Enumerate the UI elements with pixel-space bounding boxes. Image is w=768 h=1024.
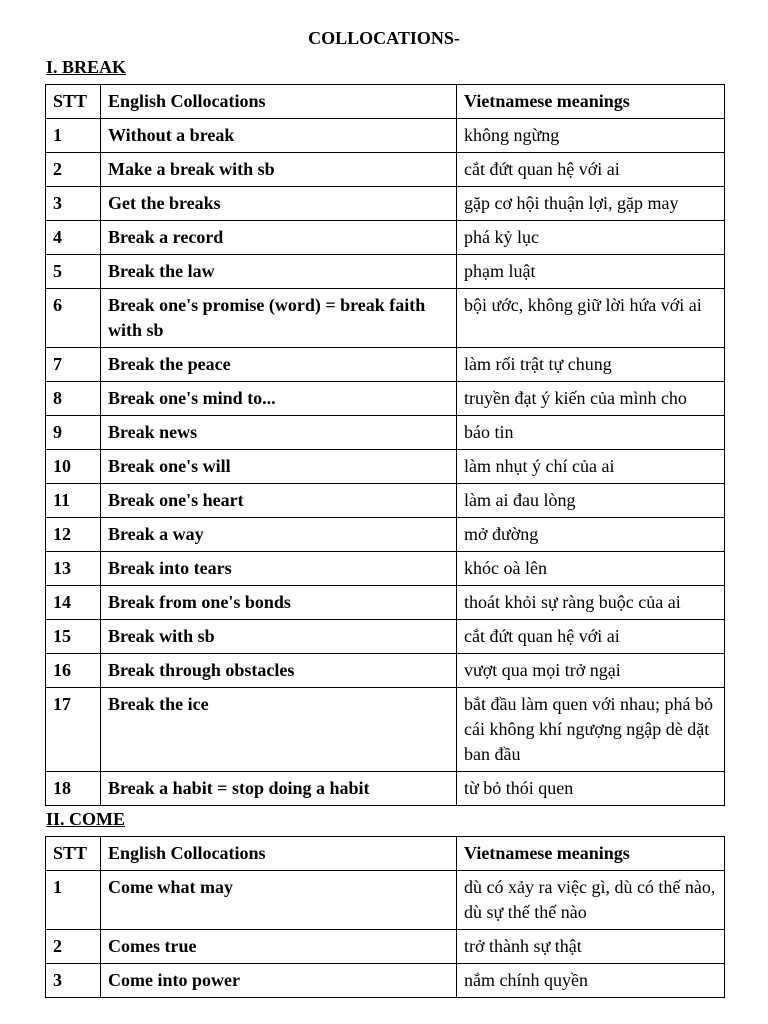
table-row	[46, 153, 725, 187]
header-vietnamese: Vietnamese meanings	[457, 85, 725, 119]
come-table-body	[46, 871, 725, 998]
row-number: 12	[46, 518, 101, 552]
meaning-vietnamese: cắt đứt quan hệ với ai	[457, 153, 725, 187]
collocation-english: Break one's promise (word) = break faith with sb	[101, 289, 457, 348]
collocation-english: Break through obstacles	[101, 654, 457, 688]
collocation-english: Break with sb	[101, 620, 457, 654]
collocation-english: Break one's mind to...	[101, 382, 457, 416]
row-number: 5	[46, 255, 101, 289]
header-english: English Collocations	[101, 837, 457, 871]
meaning-vietnamese: phạm luật	[457, 255, 725, 289]
table-row	[46, 964, 725, 998]
table-row	[46, 871, 725, 930]
row-number: 7	[46, 348, 101, 382]
header-vietnamese: Vietnamese meanings	[457, 837, 725, 871]
collocation-english: Get the breaks	[101, 187, 457, 221]
collocation-english: Break news	[101, 416, 457, 450]
meaning-vietnamese: mở đường	[457, 518, 725, 552]
table-row	[46, 289, 725, 348]
collocation-english: Break into tears	[101, 552, 457, 586]
table-row	[46, 654, 725, 688]
page-title: COLLOCATIONS-	[308, 28, 460, 48]
table-row	[46, 620, 725, 654]
meaning-vietnamese: bắt đầu làm quen với nhau; phá bỏ cái không khí ngượng ngập dè dặt ban đầu	[457, 688, 725, 772]
row-number: 1	[46, 119, 101, 153]
meaning-vietnamese: không ngừng	[457, 119, 725, 153]
meaning-vietnamese: bội ước, không giữ lời hứa với ai	[457, 289, 725, 348]
collocation-english: Comes true	[101, 930, 457, 964]
row-number: 9	[46, 416, 101, 450]
come-collocations-table	[45, 836, 725, 998]
table-header-row	[46, 837, 725, 871]
row-number: 17	[46, 688, 101, 772]
section-heading-come: II. COME	[46, 809, 126, 829]
row-number: 2	[46, 153, 101, 187]
table-row	[46, 187, 725, 221]
break-collocations-table	[45, 84, 725, 806]
row-number: 4	[46, 221, 101, 255]
collocation-english: Break the ice	[101, 688, 457, 772]
row-number: 1	[46, 871, 101, 930]
collocation-english: Make a break with sb	[101, 153, 457, 187]
header-stt: STT	[46, 85, 101, 119]
meaning-vietnamese: gặp cơ hội thuận lợi, gặp may	[457, 187, 725, 221]
header-stt: STT	[46, 837, 101, 871]
table-row	[46, 348, 725, 382]
table-row	[46, 930, 725, 964]
meaning-vietnamese: phá kỷ lục	[457, 221, 725, 255]
meaning-vietnamese: báo tin	[457, 416, 725, 450]
row-number: 14	[46, 586, 101, 620]
meaning-vietnamese: từ bỏ thói quen	[457, 772, 725, 806]
meaning-vietnamese: khóc oà lên	[457, 552, 725, 586]
collocation-english: Break the peace	[101, 348, 457, 382]
table-row	[46, 484, 725, 518]
meaning-vietnamese: nắm chính quyền	[457, 964, 725, 998]
meaning-vietnamese: vượt qua mọi trở ngại	[457, 654, 725, 688]
section-heading-break: I. BREAK	[46, 57, 127, 77]
row-number: 15	[46, 620, 101, 654]
table-row	[46, 382, 725, 416]
collocation-english: Break a habit = stop doing a habit	[101, 772, 457, 806]
table-row	[46, 688, 725, 772]
meaning-vietnamese: thoát khỏi sự ràng buộc của ai	[457, 586, 725, 620]
row-number: 16	[46, 654, 101, 688]
table-row	[46, 518, 725, 552]
collocation-english: Break a record	[101, 221, 457, 255]
collocation-english: Without a break	[101, 119, 457, 153]
row-number: 18	[46, 772, 101, 806]
row-number: 2	[46, 930, 101, 964]
collocation-english: Break the law	[101, 255, 457, 289]
collocation-english: Come what may	[101, 871, 457, 930]
meaning-vietnamese: làm ai đau lòng	[457, 484, 725, 518]
meaning-vietnamese: làm rối trật tự chung	[457, 348, 725, 382]
row-number: 6	[46, 289, 101, 348]
collocation-english: Break one's will	[101, 450, 457, 484]
meaning-vietnamese: làm nhụt ý chí của ai	[457, 450, 725, 484]
table-row	[46, 450, 725, 484]
table-row	[46, 552, 725, 586]
meaning-vietnamese: trở thành sự thật	[457, 930, 725, 964]
row-number: 10	[46, 450, 101, 484]
header-english: English Collocations	[101, 85, 457, 119]
table-row	[46, 772, 725, 806]
table-header-row	[46, 85, 725, 119]
meaning-vietnamese: truyền đạt ý kiến của mình cho	[457, 382, 725, 416]
break-table-body	[46, 119, 725, 806]
row-number: 3	[46, 964, 101, 998]
collocation-english: Break one's heart	[101, 484, 457, 518]
meaning-vietnamese: cắt đứt quan hệ với ai	[457, 620, 725, 654]
table-row	[46, 221, 725, 255]
collocation-english: Break a way	[101, 518, 457, 552]
collocation-english: Break from one's bonds	[101, 586, 457, 620]
row-number: 3	[46, 187, 101, 221]
table-row	[46, 416, 725, 450]
meaning-vietnamese: dù có xảy ra việc gì, dù có thế nào, dù sự thế thế nào	[457, 871, 725, 930]
row-number: 13	[46, 552, 101, 586]
table-row	[46, 586, 725, 620]
table-row	[46, 255, 725, 289]
row-number: 8	[46, 382, 101, 416]
table-row	[46, 119, 725, 153]
collocation-english: Come into power	[101, 964, 457, 998]
row-number: 11	[46, 484, 101, 518]
